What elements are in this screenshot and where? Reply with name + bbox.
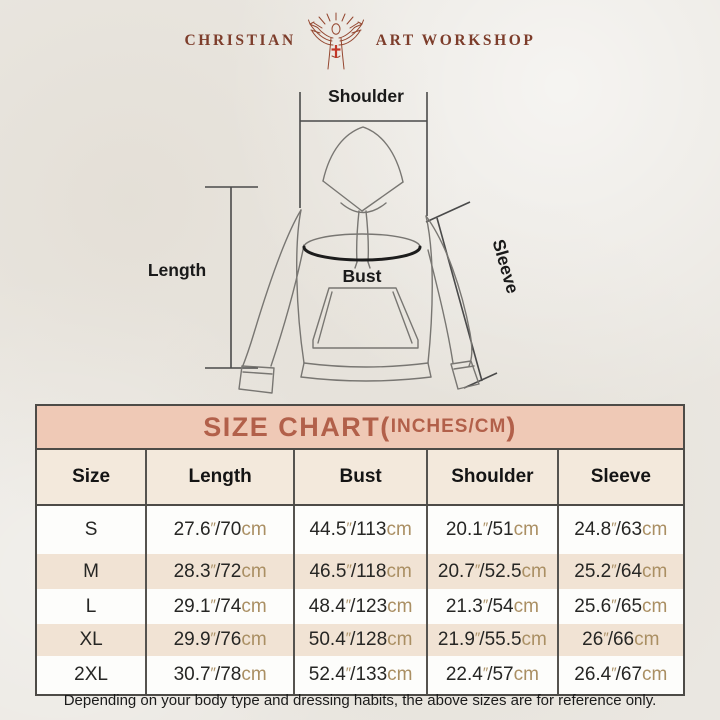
- cm-value: 51: [492, 519, 514, 540]
- inch-mark: ″: [210, 519, 215, 537]
- length-cell: [146, 656, 294, 694]
- inch-mark: ″: [346, 560, 351, 578]
- bust-measure-line: [304, 247, 420, 260]
- inch-value: 26: [582, 629, 604, 650]
- inch-value: 52.4: [308, 664, 346, 685]
- table-row: [37, 624, 683, 656]
- cm-unit: cm: [521, 629, 547, 650]
- inch-value: 29.9: [173, 629, 211, 650]
- value-separator: /: [350, 519, 357, 540]
- cm-value: 72: [220, 560, 242, 582]
- brand-text-left: CHRISTIAN: [184, 32, 296, 49]
- inch-value: 30.7: [173, 664, 211, 685]
- inch-value: 25.6: [574, 595, 612, 617]
- cm-value: 76: [220, 629, 242, 650]
- sleeve-label: Sleeve: [488, 236, 524, 296]
- inch-value: 28.3: [173, 560, 211, 582]
- sleeve-cell: [558, 656, 683, 694]
- shoulder-measure-lines: [300, 92, 427, 216]
- size-chart-title-units: INCHES/CM: [390, 416, 507, 437]
- size-table-body: [37, 505, 683, 694]
- inch-mark: ″: [346, 519, 351, 537]
- bust-cell: [294, 589, 427, 624]
- sleeve-cell: [558, 624, 683, 656]
- value-separator: /: [487, 595, 493, 617]
- cm-value: 128: [355, 629, 388, 650]
- shoulder-cell: [427, 656, 557, 694]
- value-separator: /: [479, 629, 485, 650]
- value-separator: /: [214, 595, 221, 617]
- inch-mark: ″: [611, 519, 616, 537]
- length-label: Length: [147, 260, 207, 280]
- brand-logo: [0, 10, 720, 72]
- cm-unit: cm: [386, 560, 412, 582]
- cm-unit: cm: [513, 595, 539, 617]
- size-cell: L: [37, 589, 146, 624]
- cm-value: 78: [220, 664, 242, 685]
- size-chart-title-close: ): [506, 411, 517, 442]
- inch-mark: ″: [345, 629, 351, 647]
- value-separator: /: [214, 629, 221, 650]
- sleeve-cell: [558, 554, 683, 589]
- inch-mark: ″: [210, 560, 215, 578]
- inch-value: 46.5: [309, 560, 347, 582]
- cm-unit: cm: [387, 595, 413, 617]
- bust-cell: [294, 505, 427, 554]
- cm-unit: cm: [642, 519, 668, 540]
- cm-value: 65: [620, 595, 643, 617]
- column-header-sleeve: Sleeve: [558, 450, 683, 505]
- length-cell: [146, 505, 294, 554]
- table-header-row: [37, 450, 683, 505]
- inch-value: 48.4: [308, 595, 346, 617]
- brand-text-right: ART WORKSHOP: [375, 32, 536, 49]
- value-separator: /: [350, 595, 356, 617]
- cm-unit: cm: [241, 595, 267, 617]
- inch-mark: ″: [482, 519, 488, 537]
- bust-cell: [294, 624, 427, 656]
- inch-mark: ″: [611, 664, 616, 682]
- cm-value: 54: [492, 595, 514, 617]
- inch-value: 24.8: [574, 519, 612, 540]
- length-cell: [146, 554, 294, 589]
- value-separator: /: [214, 560, 221, 582]
- inch-mark: ″: [345, 664, 351, 682]
- cm-value: 63: [620, 519, 643, 540]
- cm-value: 52.5: [484, 560, 522, 582]
- length-cell: [146, 624, 294, 656]
- cm-value: 70: [220, 519, 242, 540]
- size-cell: 2XL: [37, 656, 146, 694]
- cm-unit: cm: [241, 629, 267, 650]
- disclaimer-note: Depending on your body type and dressing habits, the above sizes are for reference only.: [63, 692, 657, 709]
- value-separator: /: [487, 664, 493, 685]
- cm-value: 64: [620, 560, 643, 582]
- inch-value: 25.2: [574, 560, 612, 582]
- inch-value: 21.3: [445, 595, 483, 617]
- inch-mark: ″: [611, 560, 616, 578]
- column-header-bust: Bust: [294, 450, 427, 505]
- column-header-size: Size: [37, 450, 146, 505]
- inch-mark: ″: [210, 664, 215, 682]
- inch-mark: ″: [474, 560, 480, 578]
- cm-unit: cm: [634, 629, 660, 650]
- size-cell: M: [37, 554, 146, 589]
- value-separator: /: [350, 664, 356, 685]
- inch-value: 27.6: [173, 519, 211, 540]
- inch-value: 20.1: [445, 519, 483, 540]
- cm-value: 113: [356, 519, 387, 540]
- size-cell: S: [37, 505, 146, 554]
- length-cell: [146, 589, 294, 624]
- cm-unit: cm: [642, 595, 668, 617]
- inch-value: 50.4: [308, 629, 346, 650]
- cm-unit: cm: [642, 664, 668, 685]
- cm-unit: cm: [642, 560, 668, 582]
- cm-unit: cm: [241, 560, 267, 582]
- cm-value: 57: [492, 664, 514, 685]
- inch-value: 26.4: [574, 664, 612, 685]
- cm-value: 74: [220, 595, 242, 617]
- value-separator: /: [214, 519, 221, 540]
- length-measure-lines: [205, 187, 258, 368]
- inch-value: 44.5: [309, 519, 347, 540]
- inch-value: 20.7: [437, 560, 475, 582]
- column-header-length: Length: [146, 450, 294, 505]
- cm-value: 123: [355, 595, 388, 617]
- cm-value: 66: [612, 629, 635, 650]
- inch-mark: ″: [210, 595, 215, 613]
- cm-unit: cm: [513, 519, 539, 540]
- shoulder-label: Shoulder: [328, 86, 404, 106]
- column-header-shoulder: Shoulder: [427, 450, 557, 505]
- inch-mark: ″: [603, 629, 608, 647]
- value-separator: /: [214, 664, 221, 685]
- cm-unit: cm: [386, 519, 412, 540]
- inch-mark: ″: [482, 664, 488, 682]
- inch-mark: ″: [611, 595, 616, 613]
- cm-value: 118: [356, 560, 387, 582]
- cm-value: 133: [355, 664, 388, 685]
- cm-unit: cm: [241, 664, 267, 685]
- value-separator: /: [350, 629, 356, 650]
- size-chart-title: [37, 406, 683, 450]
- table-row: [37, 656, 683, 694]
- inch-mark: ″: [210, 629, 215, 647]
- value-separator: /: [607, 629, 613, 650]
- size-table: [37, 450, 683, 694]
- cm-unit: cm: [521, 560, 547, 582]
- bust-cell: [294, 656, 427, 694]
- cm-unit: cm: [241, 519, 267, 540]
- inch-value: 22.4: [445, 664, 483, 685]
- value-separator: /: [615, 519, 621, 540]
- bust-label: Bust: [342, 266, 382, 286]
- value-separator: /: [479, 560, 485, 582]
- cm-unit: cm: [513, 664, 539, 685]
- inch-mark: ″: [482, 595, 488, 613]
- shoulder-cell: [427, 505, 557, 554]
- shoulder-cell: [427, 554, 557, 589]
- size-cell: XL: [37, 624, 146, 656]
- cm-value: 55.5: [484, 629, 522, 650]
- value-separator: /: [350, 560, 357, 582]
- size-chart: [35, 404, 685, 696]
- inch-mark: ″: [474, 629, 480, 647]
- inch-value: 29.1: [173, 595, 211, 617]
- bust-cell: [294, 554, 427, 589]
- jesus-with-rays-icon: [303, 12, 369, 70]
- sleeve-cell: [558, 505, 683, 554]
- sleeve-cell: [558, 589, 683, 624]
- value-separator: /: [615, 560, 621, 582]
- inch-mark: ″: [345, 595, 351, 613]
- table-row: [37, 589, 683, 624]
- value-separator: /: [615, 664, 621, 685]
- value-separator: /: [615, 595, 621, 617]
- inch-value: 21.9: [437, 629, 475, 650]
- cm-value: 67: [620, 664, 643, 685]
- table-row: [37, 505, 683, 554]
- shoulder-cell: [427, 589, 557, 624]
- cm-unit: cm: [387, 664, 413, 685]
- hoodie-measurement-diagram: [0, 75, 720, 405]
- size-chart-title-main: SIZE CHART(: [203, 411, 391, 442]
- shoulder-cell: [427, 624, 557, 656]
- table-row: [37, 554, 683, 589]
- cm-unit: cm: [387, 629, 413, 650]
- value-separator: /: [487, 519, 493, 540]
